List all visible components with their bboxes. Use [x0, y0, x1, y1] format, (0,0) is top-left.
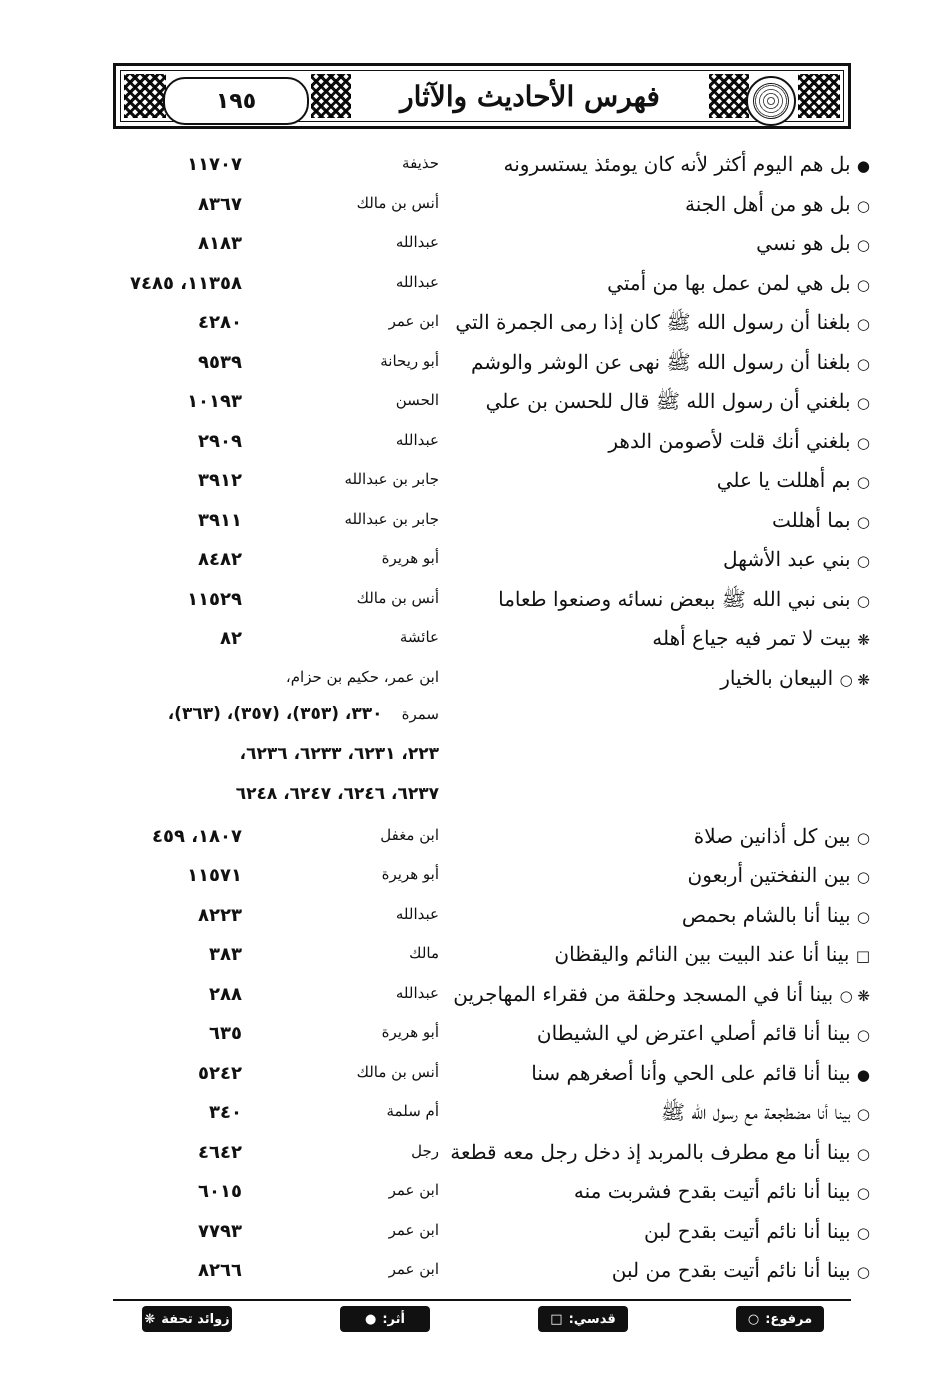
narrator: عائشة	[399, 628, 439, 646]
hadith-text: ○ بل هو نسي	[756, 231, 870, 255]
hadith-text: ○ بل هو من أهل الجنة	[685, 191, 870, 216]
hadith-numbers: ٦٠١٥	[198, 1181, 242, 1202]
legend-marfu: مرفوع: ○	[736, 1306, 824, 1332]
hadith-numbers: ١٨٠٧، ٤٥٩	[151, 825, 242, 847]
narrator-line-1: ابن عمر، حكيم بن حزام،	[285, 667, 439, 686]
index-entry	[112, 1100, 870, 1140]
index-entry	[112, 547, 870, 587]
continuation-line-3	[112, 744, 439, 764]
hadith-numbers: ٧٧٩٣	[198, 1220, 242, 1242]
seal-emblem-icon	[753, 83, 789, 119]
lattice-ornament-right-inner	[709, 74, 749, 118]
hadith-numbers: ١١٧٠٧	[187, 154, 242, 175]
hadith-numbers: ٤٢٨٠	[198, 312, 242, 333]
hadith-text: ○ بين النفختين أربعون	[687, 863, 870, 887]
entry-type-mark: ○	[856, 828, 870, 847]
hadith-text: ○ بلغنا أن رسول الله ﷺ نهى عن الوشر والوشم	[470, 349, 870, 374]
narrator: أنس بن مالك	[356, 588, 439, 607]
index-entry	[112, 863, 870, 903]
entry-type-mark: ○	[856, 1184, 870, 1202]
index-entry-multi	[112, 666, 870, 824]
narrator: عبدالله	[395, 272, 439, 291]
hadith-text: ○ بينا أنا مع مطرف بالمربد إذ دخل رجل معه قطعة	[450, 1139, 870, 1164]
narrator: أنس بن مالك	[356, 193, 439, 212]
hadith-numbers: ٤٦٤٢	[198, 1141, 242, 1163]
index-entry	[112, 1061, 870, 1101]
hadith-numbers: ٨٢	[220, 628, 242, 649]
hadith-numbers: ٢٢٣، ٦٢٣١، ٦٢٣٣، ٦٢٣٦،	[239, 743, 439, 764]
page-number: ١٩٥	[163, 77, 309, 125]
narrator: رجل	[411, 1141, 439, 1160]
entry-type-mark: ○	[856, 1144, 870, 1163]
index-entry	[112, 350, 870, 390]
narrator: ابن مغفل	[380, 825, 439, 844]
entry-type-mark: ○	[856, 907, 870, 926]
entry-type-mark: ○	[856, 868, 870, 886]
narrator: أبو هريرة	[381, 865, 439, 883]
page-header-banner	[113, 63, 851, 129]
entry-type-mark: ●	[856, 1065, 870, 1084]
entry-type-mark: ○	[856, 473, 870, 491]
hadith-numbers: ١١٥٧١	[187, 865, 242, 886]
index-entry	[112, 942, 870, 982]
hadith-text: ❋ بيت لا تمر فيه جياع أهله	[652, 626, 870, 650]
narrator: أنس بن مالك	[356, 1062, 439, 1081]
entry-type-mark: ○	[856, 552, 870, 570]
index-entry	[112, 824, 870, 864]
index-entry	[112, 903, 870, 943]
hadith-numbers: ٦٢٣٧، ٦٢٤٦، ٦٢٤٧، ٦٢٤٨	[235, 783, 439, 804]
hadith-numbers: ١١٥٢٩	[187, 588, 242, 610]
hadith-text: ○ بينا أنا مضطجعة مع رسول الله ﷺ	[660, 1100, 870, 1124]
narrator: أبو هريرة	[381, 1023, 439, 1041]
hadith-numbers: ٨٣٦٧	[198, 193, 242, 215]
hadith-text: ○ بينا أنا قائم أصلي اعترض لي الشيطان	[536, 1021, 870, 1045]
entry-type-mark: ○	[856, 591, 870, 610]
hadith-text: ○ بني عبد الأشهل	[723, 547, 870, 571]
index-entry	[112, 192, 870, 232]
hadith-numbers: ٥٢٤٢	[198, 1062, 242, 1084]
narrator: جابر بن عبدالله	[344, 509, 439, 528]
index-entry	[112, 152, 870, 192]
lattice-ornament-left	[124, 74, 166, 118]
hadith-text: ○ بينا أنا نائم أتيت بقدح لبن	[644, 1218, 870, 1243]
hadith-text: ○ بين كل أذانين صلاة	[693, 823, 870, 848]
narrator: ابن عمر	[388, 312, 439, 330]
narrator: عبدالله	[395, 904, 439, 923]
entry-type-mark: ○	[856, 394, 870, 412]
legend-zawaid: زوائد تحفة ❋	[142, 1306, 232, 1332]
legend-athar: أثر: ●	[340, 1306, 430, 1332]
entry-type-mark: ○	[856, 1105, 870, 1123]
banner-frame	[120, 70, 844, 122]
entry-type-mark: ❋ ○	[839, 670, 870, 689]
hadith-numbers: ٣٩١٢	[198, 470, 242, 491]
hadith-numbers: ٢٩٠٩	[198, 430, 242, 452]
hadith-text: ○ بلغنا أن رسول الله ﷺ كان إذا رمى الجمرة التي	[455, 310, 870, 334]
book-seal-logo	[746, 76, 796, 126]
hadith-numbers: ١٠١٩٣	[187, 391, 242, 412]
narrator: عبدالله	[395, 983, 439, 1002]
entry-type-mark: ○	[856, 512, 870, 531]
lattice-ornament-right	[798, 74, 840, 118]
hadith-text: ❋ ○ البيعان بالخيار	[720, 665, 870, 690]
index-entry	[112, 1140, 870, 1180]
hadith-text: ○ بل هي لمن عمل بها من أمتي	[607, 270, 870, 295]
narrator: أبو هريرة	[381, 549, 439, 567]
entry-type-mark: ○	[856, 433, 870, 452]
narrator: أم سلمة	[386, 1102, 439, 1120]
hadith-text: ○ بينا أنا نائم أتيت بقدح فشربت منه	[573, 1179, 870, 1203]
continuation-line-2	[112, 704, 439, 724]
narrator: ابن عمر	[388, 1220, 439, 1239]
entry-type-mark: ○	[856, 315, 870, 333]
hadith-text: ○ بما أهللت	[771, 507, 870, 532]
legend-qudsi: قدسي: □	[538, 1306, 628, 1332]
narrator: ابن عمر	[388, 1181, 439, 1199]
dot-mark-icon: ●	[365, 1311, 377, 1327]
hadith-index-list	[112, 152, 870, 1298]
entry-type-mark: ○	[856, 196, 870, 215]
index-entry	[112, 982, 870, 1022]
index-entry	[112, 468, 870, 508]
hadith-numbers: ٨٢٦٦	[198, 1260, 242, 1281]
narrator-line-2: سمرة	[401, 704, 439, 723]
lattice-ornament-left-inner	[311, 74, 351, 118]
narrator: حذيفة	[402, 154, 439, 172]
hadith-text: ○ بينا أنا بالشام بحمص	[681, 902, 870, 927]
narrator: عبدالله	[395, 233, 439, 251]
entry-type-mark: ○	[856, 354, 870, 373]
hadith-numbers: ٨٢٢٣	[198, 904, 242, 926]
entry-type-mark: ❋	[857, 631, 870, 649]
index-entry	[112, 508, 870, 548]
entry-type-mark: ○	[856, 1026, 870, 1044]
entry-type-mark: ○	[856, 1223, 870, 1242]
hadith-numbers: ٣٩١١	[198, 509, 242, 531]
hadith-numbers: ٨١٨٣	[198, 233, 242, 254]
index-entry	[112, 231, 870, 271]
narrator: عبدالله	[395, 430, 439, 449]
hadith-text: ○ بنى نبي الله ﷺ ببعض نسائه وصنعوا طعاما	[498, 586, 870, 611]
entry-type-mark: ○	[856, 275, 870, 294]
asterisk-mark-icon: ❋	[144, 1311, 156, 1327]
hadith-text: ○ بلغني أنك قلت لأصومن الدهر	[608, 428, 870, 453]
hadith-numbers: ٣٣٠، (٣٥٣)، (٣٥٧)، (٣٦٣)،	[167, 703, 383, 724]
index-entry	[112, 1021, 870, 1061]
index-entry	[112, 429, 870, 469]
narrator: مالك	[409, 944, 439, 962]
hadith-numbers: ٩٥٣٩	[198, 351, 242, 373]
square-mark-icon: □	[550, 1311, 563, 1327]
index-entry	[112, 1219, 870, 1259]
hadith-text: ○ بلغني أن رسول الله ﷺ قال للحسن بن علي	[485, 389, 870, 413]
hadith-text: ○ بم أهللت يا علي	[716, 468, 870, 492]
entry-type-mark: ●	[856, 157, 870, 175]
continuation-line-4	[112, 784, 439, 804]
hadith-numbers: ٣٤٠	[209, 1102, 242, 1123]
hadith-numbers: ٨٤٨٢	[198, 549, 242, 570]
entry-type-mark: ○	[856, 1263, 870, 1281]
circle-mark-icon: ○	[747, 1311, 760, 1327]
index-entry	[112, 271, 870, 311]
narrator: الحسن	[395, 391, 439, 409]
hadith-text: ❋ ○ بينا أنا في المسجد وحلقة من فقراء المهاجرين	[453, 981, 870, 1006]
hadith-numbers: ٢٨٨	[209, 983, 242, 1005]
entry-type-mark: ❋ ○	[839, 986, 870, 1005]
entry-type-mark: ○	[856, 236, 870, 254]
hadith-text: □ بينا أنا عند البيت بين النائم واليقظان	[554, 942, 870, 966]
hadith-numbers: ٣٨٣	[209, 944, 242, 965]
hadith-text: ○ بينا أنا نائم أتيت بقدح من لبن	[611, 1258, 870, 1282]
index-entry	[112, 389, 870, 429]
narrator: جابر بن عبدالله	[344, 470, 439, 488]
index-entry	[112, 587, 870, 627]
entry-type-mark: □	[855, 947, 870, 965]
hadith-text: ● بينا أنا قائم على الحي وأنا أصغرهم سنا	[531, 1060, 870, 1085]
page-title: فهرس الأحاديث والآثار	[353, 74, 707, 118]
index-entry	[112, 626, 870, 666]
footer-rule	[113, 1299, 851, 1301]
hadith-text: ● بل هم اليوم أكثر لأنه كان يومئذ يستسرونه	[503, 152, 870, 176]
hadith-numbers: ٦٣٥	[209, 1023, 242, 1044]
index-entry	[112, 310, 870, 350]
narrator: ابن عمر	[388, 1260, 439, 1278]
index-entry	[112, 1258, 870, 1298]
index-entry	[112, 1179, 870, 1219]
hadith-numbers: ١١٣٥٨، ٧٤٨٥	[130, 272, 242, 294]
narrator: أبو ريحانة	[380, 351, 439, 370]
